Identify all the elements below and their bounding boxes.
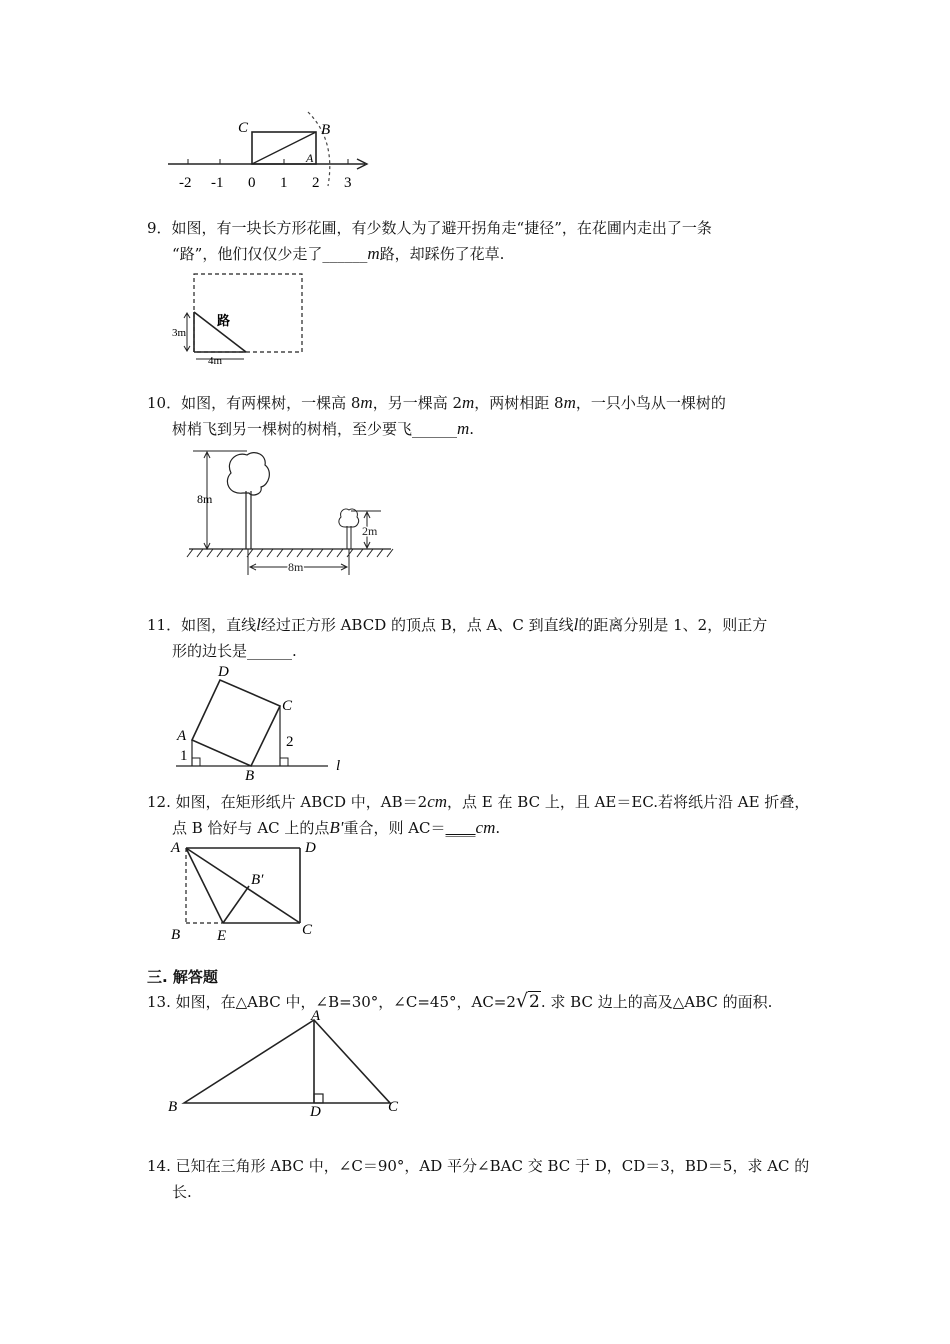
section-heading: 三. 解答题: [147, 968, 218, 986]
tick-label: 0: [248, 175, 256, 191]
folded-rectangle-figure: [165, 836, 330, 946]
fig12-label-c: C: [302, 922, 313, 938]
q9-text: 9．如图，有一块长方形花圃，有少数人为了避开拐角走“捷径”，在花圃内走出了一条: [147, 219, 712, 237]
fig12-label-b: B: [171, 927, 181, 943]
fig12-label-e: E: [217, 928, 227, 944]
q10-text: ，另一棵高 2: [372, 394, 462, 412]
q14-text: 长.: [172, 1183, 192, 1201]
answer-blank[interactable]: ____: [445, 819, 476, 837]
question-11-line-1: [147, 612, 767, 638]
tick-label: -1: [211, 175, 224, 191]
fig9-4m: 4m: [208, 355, 223, 367]
unit-m: m: [360, 393, 373, 412]
unit-m: m: [462, 393, 475, 412]
q12-text: 点 B 恰好与 AC 上的点: [172, 819, 330, 837]
q10-text: 10．如图，有两棵树，一棵高 8: [147, 394, 361, 412]
garden-figure: [170, 268, 310, 370]
question-11-line-2: [172, 638, 297, 664]
tick-label: 2: [312, 175, 320, 191]
q11-text: 的距离分别是 1、2，则正方: [578, 616, 768, 634]
q13-text: 13. 如图，在△ABC 中，∠B=30°，∠C=45°，AC=2: [147, 993, 516, 1011]
q10-text: ，一只小鸟从一棵树的: [575, 394, 726, 412]
q10-text: ，两树相距 8: [474, 394, 564, 412]
question-14-line-2: [172, 1179, 192, 1205]
triangle-figure: [160, 1008, 410, 1118]
tick-label: -2: [179, 175, 192, 191]
q12-text: 重合，则 AC＝: [343, 819, 446, 837]
fig8-label-a: A: [306, 151, 314, 165]
fig10-8m-height: 8m: [197, 492, 213, 506]
fig13-label-d: D: [310, 1104, 321, 1118]
q10-text: .: [469, 420, 475, 438]
square-figure: [170, 662, 355, 782]
unit-m: m: [563, 393, 576, 412]
question-14-line-1: [147, 1153, 809, 1179]
fig13-label-c: C: [388, 1099, 399, 1115]
fig10-2m: 2m: [362, 524, 378, 538]
fig11-label-d: D: [218, 664, 229, 680]
fig11-label-b: B: [245, 768, 255, 782]
q9-text: “路”，他们仅仅少走了: [172, 245, 323, 263]
var-l: l: [256, 615, 261, 634]
unit-m: m: [367, 244, 380, 263]
question-12-line-1: [147, 789, 809, 815]
fig11-label-a: A: [177, 728, 187, 744]
fig11-dist-1: 1: [180, 748, 188, 764]
question-10-line-1: [147, 390, 726, 416]
fig8-label-c: C: [238, 120, 249, 136]
fig12-label-d: D: [305, 840, 316, 856]
q9-text: 路，却踩伤了花草.: [379, 245, 505, 263]
q10-text: 树梢飞到另一棵树的树梢，至少要飞: [172, 420, 413, 438]
fig11-label-c: C: [282, 698, 293, 714]
q14-text: 14. 已知在三角形 ABC 中，∠C＝90°，AD 平分∠BAC 交 BC 于 D，CD＝3，BD＝5，求 AC 的: [147, 1157, 810, 1175]
tick-label: 1: [280, 175, 288, 191]
question-9-line-2: [172, 241, 504, 267]
answer-blank[interactable]: ______: [322, 245, 368, 263]
q11-text: 经过正方形 ABCD 的顶点 B，点 A、C 到直线: [260, 616, 574, 634]
fig9-road: 路: [217, 313, 231, 328]
unit-m: m: [457, 419, 470, 438]
number-line-figure: [160, 110, 380, 195]
question-9-line-1: [147, 215, 712, 241]
q12-text: 12. 如图，在矩形纸片 ABCD 中，AB＝2: [147, 793, 428, 811]
fig9-3m: 3m: [172, 327, 187, 339]
fig13-label-a: A: [311, 1008, 321, 1024]
var-l: l: [573, 615, 579, 634]
var-bprime: B': [329, 818, 344, 837]
question-10-line-2: [172, 416, 474, 442]
q11-text: 11．如图，直线: [147, 616, 257, 634]
fig10-8m-width: 8m: [288, 560, 304, 574]
unit-cm: cm: [475, 818, 496, 837]
fig12-label-a: A: [171, 840, 181, 856]
fig12-label-bprime: B′: [251, 872, 264, 888]
sqrt-symbol: √: [515, 990, 529, 1012]
sqrt-radicand: 2: [529, 992, 540, 1012]
fig13-label-b: B: [168, 1099, 178, 1115]
trees-figure: [185, 445, 400, 580]
unit-cm: cm: [427, 792, 448, 811]
q12-text: .: [495, 819, 501, 837]
tick-label: 3: [344, 175, 352, 191]
q11-text: 形的边长是______.: [172, 642, 297, 660]
fig8-label-b: B: [321, 122, 331, 138]
q13-text: . 求 BC 边上的高及△ABC 的面积.: [540, 993, 773, 1011]
fig11-dist-2: 2: [286, 734, 294, 750]
q12-text: ，点 E 在 BC 上，且 AE＝EC.若将纸片沿 AE 折叠，: [447, 793, 810, 811]
answer-blank[interactable]: ______: [412, 420, 458, 438]
fig11-line-l: l: [336, 758, 341, 774]
